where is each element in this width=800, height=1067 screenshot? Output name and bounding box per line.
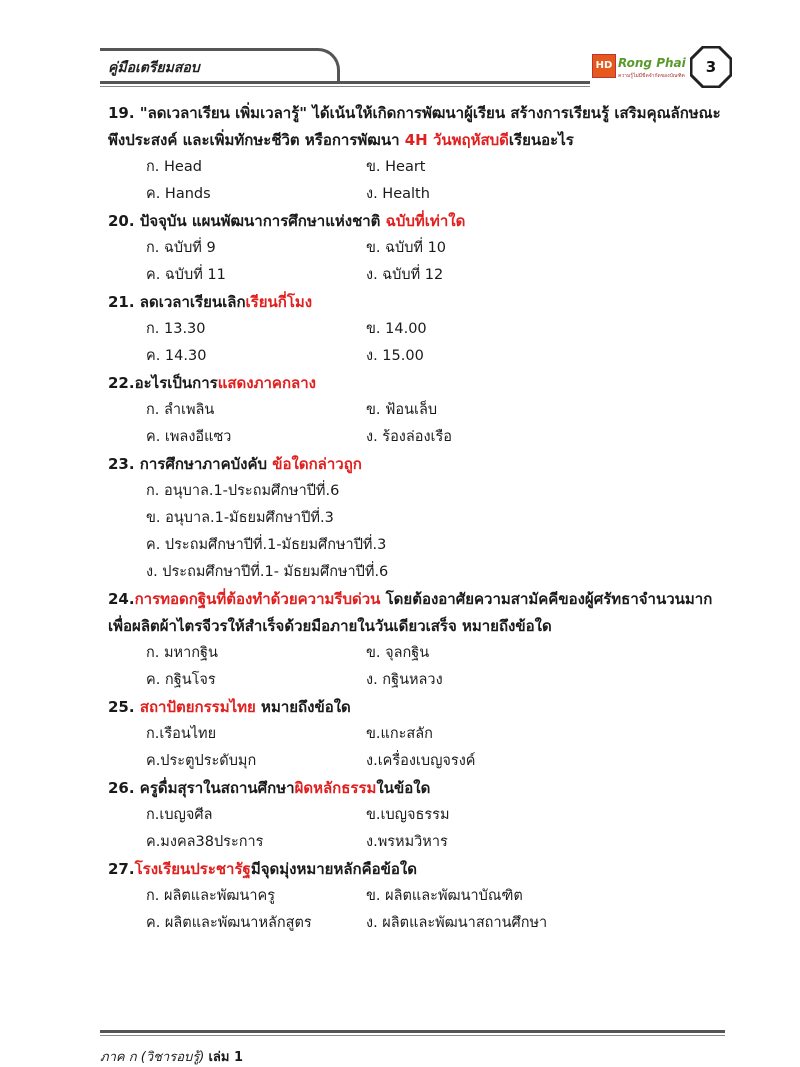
page-header <box>100 40 740 92</box>
answer-option: ง. ฉบับที่ 12 <box>366 267 444 283</box>
answer-option: ข. Heart <box>366 159 426 175</box>
question-highlight: โรงเรียนประชารัฐ <box>134 860 251 878</box>
answer-option: ก. มหากฐิน <box>146 645 218 661</box>
question-highlight: 4H วันพฤหัสบดี <box>404 131 509 149</box>
question-number: 20. <box>108 212 135 230</box>
answer-option: ง. ประถมศึกษาปีที่.1- มัธยมศึกษาปีที่.6 <box>146 564 389 580</box>
question-block <box>108 775 728 856</box>
question-highlight: ฉบับที่เท่าใด <box>385 212 466 230</box>
answer-option: ก. ลำเพลิน <box>146 402 215 418</box>
answer-option: ข. อนุบาล.1-มัธยมศึกษาปีที่.3 <box>146 510 334 526</box>
options-grid <box>108 397 728 451</box>
answer-option: ค. ประถมศึกษาปีที่.1-มัธยมศึกษาปีที่.3 <box>146 537 387 553</box>
question-highlight: ผิดหลักธรรม <box>294 779 377 797</box>
question-segment: ในข้อใด <box>376 779 431 797</box>
answer-option: ข. ฉบับที่ 10 <box>366 240 447 256</box>
question-list <box>108 100 728 937</box>
answer-option: ก. Head <box>146 159 202 175</box>
question-number: 26. <box>108 779 135 797</box>
question-number: 23. <box>108 455 135 473</box>
answer-option: ค.มงคล38ประการ <box>146 834 264 850</box>
question-block <box>108 100 728 208</box>
question-text <box>108 370 728 397</box>
answer-option: ค. 14.30 <box>146 348 207 364</box>
question-segment: ครูดื่มสุราในสถานศึกษา <box>134 779 295 797</box>
question-segment: มีจุดมุ่งหมายหลักคือข้อใด <box>250 860 417 878</box>
answer-option: ง.เครื่องเบญจรงค์ <box>366 753 476 769</box>
question-segment: การศึกษาภาคบังคับ <box>134 455 273 473</box>
question-segment: "ลดเวลาเรียน เพิ่มเวลารู้" ได้เน้นให้เกิดการพัฒนาผู้เรียน สร้างการเรียนรู้ เสริมคุณลักษณะพึงประสงค์ และเพิ่มทักษะชีวิต หรือการพัฒนา <box>108 104 721 149</box>
footer-rule-thin <box>100 1035 725 1036</box>
answer-option: ง.พรหมวิหาร <box>366 834 448 850</box>
question-number: 24. <box>108 590 135 608</box>
answer-option: ค. ผลิตและพัฒนาหลักสูตร <box>146 915 312 931</box>
options-grid <box>108 640 728 694</box>
question-highlight: แสดงภาคกลาง <box>217 374 316 392</box>
question-highlight: เรียนกี่โมง <box>245 293 313 311</box>
answer-option: ค.ประตูประดับมุก <box>146 753 257 769</box>
question-segment: หมายถึงข้อใด <box>255 698 351 716</box>
answer-option: ข. 14.00 <box>366 321 427 337</box>
question-block <box>108 451 728 586</box>
options-grid <box>108 721 728 775</box>
question-highlight: สถาปัตยกรรมไทย <box>139 698 256 716</box>
question-number: 22. <box>108 374 135 392</box>
answer-option: ข. จุลกฐิน <box>366 645 430 661</box>
question-block <box>108 694 728 775</box>
question-text <box>108 451 728 478</box>
question-number: 19. <box>108 104 135 122</box>
answer-option: ก. อนุบาล.1-ประถมศึกษาปีที่.6 <box>146 483 340 499</box>
answer-option: ก. ฉบับที่ 9 <box>146 240 216 256</box>
page-number-badge <box>690 46 732 88</box>
answer-option: ค. Hands <box>146 186 211 202</box>
logo <box>592 50 688 86</box>
question-block <box>108 856 728 937</box>
answer-option: ก.เบญจศีล <box>146 807 213 823</box>
question-block <box>108 586 728 694</box>
question-highlight: การทอดกฐินที่ต้องทำด้วยความรีบด่วน <box>134 590 381 608</box>
answer-option: ง. กฐินหลวง <box>366 672 443 688</box>
page-number: 3 <box>705 58 717 76</box>
header-title: คู่มือเตรียมสอบ <box>108 60 200 76</box>
question-text <box>108 289 728 316</box>
footer-volume: เล่ม 1 <box>208 1050 244 1065</box>
answer-option: ก. 13.30 <box>146 321 206 337</box>
question-highlight: ข้อใดกล่าวถูก <box>272 455 362 473</box>
page-footer <box>100 1030 725 1067</box>
answer-option: ข.เบญจธรรม <box>366 807 450 823</box>
question-number: 25. <box>108 698 135 716</box>
logo-subtext: ความรู้ไม่มีขีดจำกัดของบัณฑิต <box>618 73 685 79</box>
question-number: 27. <box>108 860 135 878</box>
answer-option: ง. 15.00 <box>366 348 424 364</box>
question-segment: ปัจจุบัน แผนพัฒนาการศึกษาแห่งชาติ <box>134 212 386 230</box>
question-block <box>108 208 728 289</box>
question-block <box>108 370 728 451</box>
answer-option: ค. เพลงอีแซว <box>146 429 232 445</box>
question-segment: โดยต้องอาศัยความสามัคคีของผู้ศรัทธาจำนวนมากเพื่อผลิตผ้าไตรจีวรให้สำเร็จด้วยมือภายในวันเดียวเสร็จ หมายถึงข้อใด <box>108 590 713 635</box>
answer-option: ค. ฉบับที่ 11 <box>146 267 226 283</box>
footer-subject: (วิชารอบรู้) <box>140 1050 205 1065</box>
options-grid <box>108 154 728 208</box>
header-rule-thin <box>100 86 590 87</box>
options-grid <box>108 802 728 856</box>
question-number: 21. <box>108 293 135 311</box>
question-segment: อะไรเป็นการ <box>134 374 218 392</box>
question-text <box>108 856 728 883</box>
answer-option: ข.แกะสลัก <box>366 726 433 742</box>
footer-part: ภาค ก <box>100 1050 137 1065</box>
logo-icon: HD <box>592 54 616 78</box>
logo-text: Rong Phai <box>618 56 686 70</box>
question-text <box>108 100 728 154</box>
answer-option: ง. ผลิตและพัฒนาสถานศึกษา <box>366 915 548 931</box>
options-grid <box>108 235 728 289</box>
question-text <box>108 775 728 802</box>
answer-option: ข. ผลิตและพัฒนาบัณฑิต <box>366 888 523 904</box>
answer-option: ข. ฟ้อนเล็บ <box>366 402 438 418</box>
header-rule <box>100 81 590 84</box>
answer-option: ง. Health <box>366 186 430 202</box>
footer-text <box>100 1046 725 1067</box>
question-segment: ลดเวลาเรียนเลิก <box>134 293 246 311</box>
footer-rule <box>100 1030 725 1033</box>
answer-option: ก. ผลิตและพัฒนาครู <box>146 888 276 904</box>
answer-option: ค. กฐินโจร <box>146 672 216 688</box>
answer-option: ง. ร้องล่องเรือ <box>366 429 453 445</box>
question-segment: เรียนอะไร <box>508 131 574 149</box>
options-grid <box>108 883 728 937</box>
options-grid <box>108 316 728 370</box>
question-text <box>108 208 728 235</box>
question-text <box>108 694 728 721</box>
question-text <box>108 586 728 640</box>
question-block <box>108 289 728 370</box>
answer-option: ก.เรือนไทย <box>146 726 217 742</box>
